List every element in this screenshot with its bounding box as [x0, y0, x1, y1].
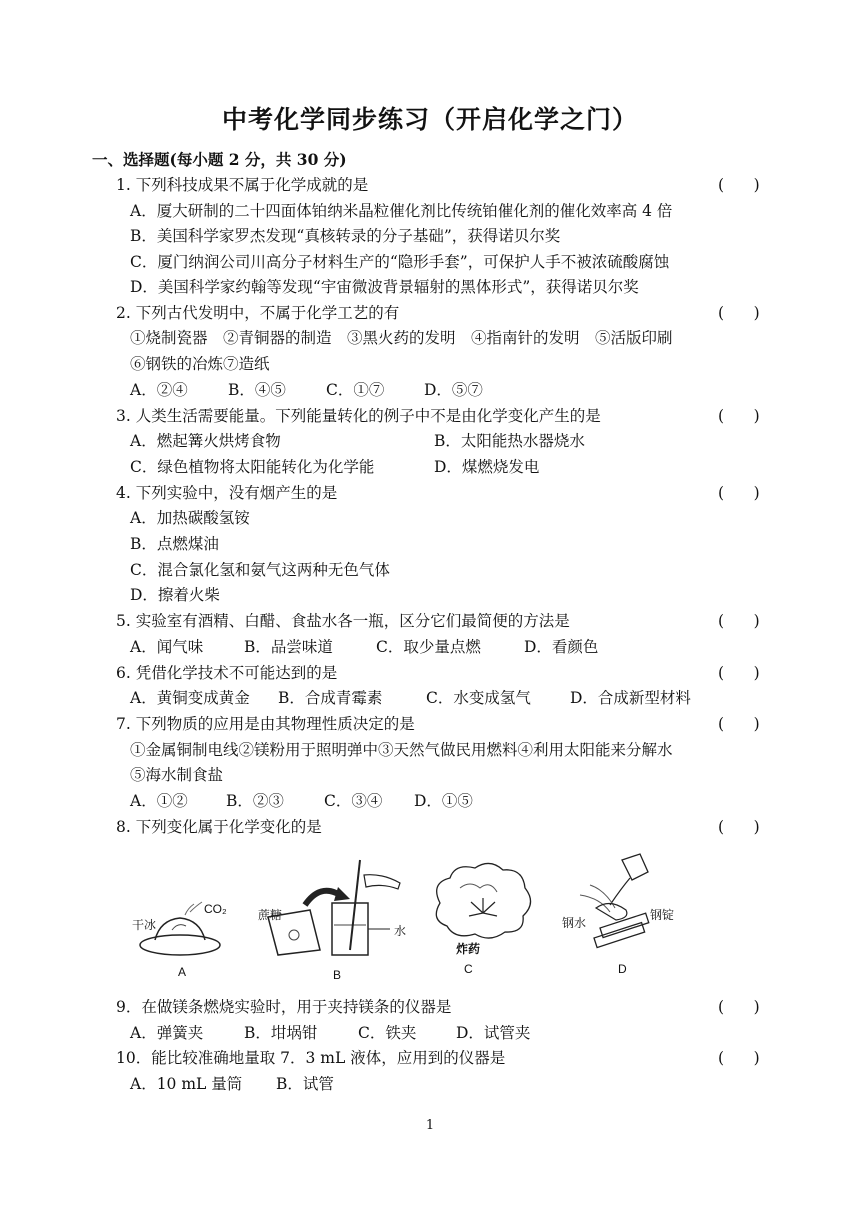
- answer-paren-10: ( ): [718, 1049, 760, 1067]
- answer-paren-7: ( ): [718, 715, 760, 733]
- q9-option-a: A．弹簧夹: [130, 1024, 204, 1042]
- section-heading: 一、选择题(每小题 2 分，共 30 分): [92, 150, 347, 169]
- q2-option-b: B．④⑤: [228, 381, 286, 399]
- q4-option-d: D．擦着火柴: [130, 586, 220, 604]
- question-2-stem: 2. 下列古代发明中，不属于化学工艺的有: [116, 304, 400, 322]
- answer-paren-6: ( ): [718, 664, 760, 682]
- question-9-stem: 9．在做镁条燃烧实验时，用于夹持镁条的仪器是: [116, 998, 452, 1016]
- label-sugar: 蔗糖: [258, 908, 283, 922]
- answer-paren-9: ( ): [718, 998, 760, 1016]
- q1-option-a: A．厦大研制的二十四面体铂纳米晶粒催化剂比传统铂催化剂的催化效率高 4 倍: [130, 202, 673, 220]
- q6-option-c: C．水变成氢气: [426, 689, 531, 707]
- figure-letter-b: B: [333, 968, 342, 982]
- q5-option-b: B．品尝味道: [244, 638, 333, 656]
- question-4-stem: 4. 下列实验中，没有烟产生的是: [116, 484, 338, 502]
- label-steel-ingot: 钢锭: [650, 908, 675, 922]
- q1-option-b: B．美国科学家罗杰发现“真核转录的分子基础”，获得诺贝尔奖: [130, 227, 561, 245]
- q2-items-line-2: ⑥钢铁的冶炼⑦造纸: [130, 355, 270, 373]
- answer-paren-4: ( ): [718, 484, 760, 502]
- page-title: 中考化学同步练习（开启化学之门）: [221, 105, 638, 134]
- q2-option-d: D．⑤⑦: [424, 381, 483, 399]
- question-10-stem: 10．能比较准确地量取 7．3 mL 液体，应用到的仪器是: [116, 1049, 506, 1067]
- q10-option-b: B．试管: [276, 1075, 334, 1093]
- q9-option-c: C．铁夹: [358, 1024, 417, 1042]
- q2-option-a: A．②④: [130, 381, 188, 399]
- q7-option-b: B．②③: [226, 792, 284, 810]
- q5-option-a: A．闻气味: [130, 638, 204, 656]
- answer-paren-5: ( ): [718, 612, 760, 630]
- answer-paren-1: ( ): [718, 176, 760, 194]
- question-8-stem: 8. 下列变化属于化学变化的是: [116, 818, 322, 836]
- label-dry-ice: 干冰: [132, 918, 157, 932]
- page-number: 1: [425, 1118, 435, 1133]
- figure-letter-c: C: [464, 962, 473, 976]
- label-molten-steel: 钢水: [562, 916, 587, 930]
- question-1-stem: 1. 下列科技成果不属于化学成就的是: [116, 176, 369, 194]
- label-explosive: 炸药: [456, 942, 481, 956]
- q6-option-b: B．合成青霉素: [278, 689, 383, 707]
- q2-option-c: C．①⑦: [326, 381, 385, 399]
- q3-option-c: C．绿色植物将太阳能转化为化学能: [130, 458, 375, 476]
- q7-option-a: A．①②: [130, 792, 188, 810]
- figure-d-steel: [560, 850, 680, 955]
- answer-paren-8: ( ): [718, 818, 760, 836]
- question-6-stem: 6. 凭借化学技术不可能达到的是: [116, 664, 338, 682]
- q1-option-d: D．美国科学家约翰等发现“宇宙微波背景辐射的黑体形式”，获得诺贝尔奖: [130, 278, 639, 296]
- q3-option-d: D．煤燃烧发电: [434, 458, 540, 476]
- figure-c-explosive: [425, 858, 540, 953]
- q4-option-a: A．加热碳酸氢铵: [130, 509, 250, 527]
- q7-option-c: C．③④: [324, 792, 383, 810]
- answer-paren-2: ( ): [718, 304, 760, 322]
- figure-letter-d: D: [618, 962, 627, 976]
- figure-letter-a: A: [178, 965, 187, 979]
- question-3-stem: 3. 人类生活需要能量。下列能量转化的例子中不是由化学变化产生的是: [116, 407, 601, 425]
- label-co2: CO₂: [204, 902, 227, 916]
- question-5-stem: 5. 实验室有酒精、白醋、食盐水各一瓶，区分它们最简便的方法是: [116, 612, 570, 630]
- figure-b-sugar-water: [260, 855, 410, 970]
- q10-option-a: A．10 mL 量筒: [130, 1075, 243, 1093]
- q3-option-a: A．燃起篝火烘烤食物: [130, 432, 281, 450]
- q5-option-d: D．看颜色: [524, 638, 599, 656]
- label-water: 水: [394, 924, 407, 938]
- q9-option-b: B．坩埚钳: [244, 1024, 318, 1042]
- answer-paren-3: ( ): [718, 407, 760, 425]
- q6-option-a: A．黄铜变成黄金: [130, 689, 250, 707]
- q7-option-d: D．①⑤: [414, 792, 473, 810]
- q3-option-b: B．太阳能热水器烧水: [434, 432, 585, 450]
- q4-option-b: B．点燃煤油: [130, 535, 219, 553]
- q2-items-line-1: ①烧制瓷器 ②青铜器的制造 ③黑火药的发明 ④指南针的发明 ⑤活版印刷: [130, 329, 673, 347]
- question-7-stem: 7. 下列物质的应用是由其物理性质决定的是: [116, 715, 415, 733]
- q1-option-c: C．厦门纳润公司川高分子材料生产的“隐形手套”，可保护人手不被浓硫酸腐蚀: [130, 253, 670, 271]
- q5-option-c: C．取少量点燃: [376, 638, 481, 656]
- q4-option-c: C．混合氯化氢和氨气这两种无色气体: [130, 561, 390, 579]
- q9-option-d: D．试管夹: [456, 1024, 531, 1042]
- q6-option-d: D．合成新型材料: [570, 689, 691, 707]
- q7-items-line-1: ①金属铜制电线②镁粉用于照明弹中③天然气做民用燃料④利用太阳能来分解水: [130, 741, 673, 759]
- q7-items-line-2: ⑤海水制食盐: [130, 766, 224, 784]
